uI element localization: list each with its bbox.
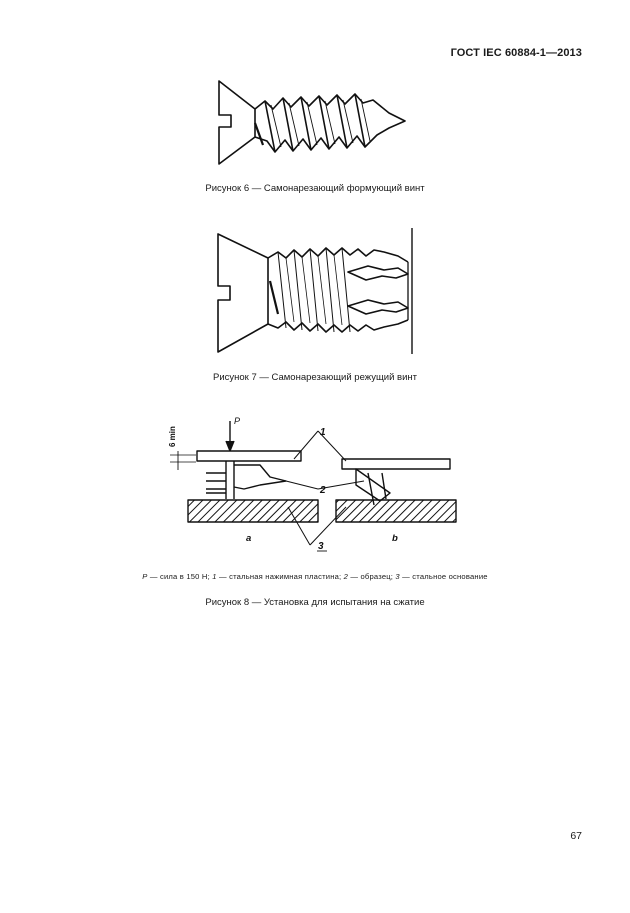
document-code: ГОСТ IEC 60884-1—2013 — [450, 47, 582, 59]
figure-8-legend: P — сила в 150 Н; 1 — стальная нажимная пластина; 2 — образец; 3 — стальное основание — [142, 572, 488, 581]
label-6-min: 6 min — [168, 426, 177, 447]
figure-6-caption: Рисунок 6 — Самонарезающий формующий винт — [205, 183, 425, 194]
page-number: 67 — [570, 830, 582, 842]
label-b: b — [392, 533, 398, 544]
figure-7-screw-drawing — [208, 226, 418, 356]
label-3: 3 — [318, 541, 324, 552]
label-2: 2 — [320, 485, 326, 496]
label-a: a — [246, 533, 252, 544]
figure-8-caption: Рисунок 8 — Установка для испытания на сжатие — [205, 597, 425, 608]
figure-6-screw-drawing — [205, 75, 415, 170]
figure-8-setup-drawing — [160, 415, 470, 555]
label-force-p: P — [234, 416, 241, 426]
figure-7-caption: Рисунок 7 — Самонарезающий режущий винт — [212, 372, 417, 383]
label-1: 1 — [320, 427, 326, 438]
